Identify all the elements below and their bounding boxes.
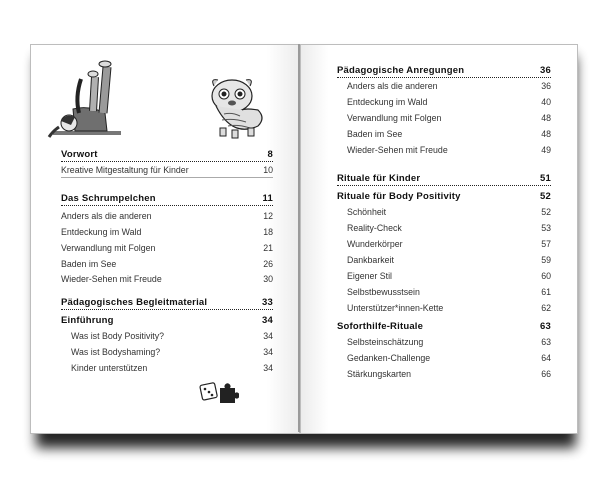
toc-entry[interactable] [61,315,273,326]
toc-entry-title: Anders als die anderen [347,81,438,91]
toc-entry-title: Was ist Body Positivity? [71,331,165,341]
toc-entry-page: 48 [541,129,551,139]
toc-entry-title: Selbsteinschätzung [347,337,424,347]
girl-legs-up-illustration-icon [45,57,131,147]
toc-entry-title: Rituale für Kinder [337,173,421,184]
toc-entry-page: 34 [263,331,273,341]
toc-entry[interactable] [337,321,551,332]
toc-entry[interactable] [61,149,273,162]
toc-entry-page: 33 [262,297,273,308]
toc-entry-title: Wieder-Sehen mit Freude [61,274,162,284]
toc-entry[interactable] [337,191,551,202]
toc-entry[interactable] [347,81,551,91]
toc-entry[interactable] [347,223,551,233]
toc-entry-page: 8 [267,149,273,160]
toc-entry[interactable] [61,274,273,284]
toc-entry-page: 63 [541,337,551,347]
toc-entry-title: Anders als die anderen [61,211,152,221]
toc-entry-page: 52 [541,207,551,217]
toc-entry-page: 57 [541,239,551,249]
toc-entry[interactable] [61,193,273,206]
toc-entry-title: Entdeckung im Wald [61,227,142,237]
toc-entry-page: 30 [263,274,273,284]
toc-entry[interactable] [337,173,551,186]
toc-entry[interactable] [61,211,273,221]
toc-entry-title: Verwandlung mit Folgen [61,243,156,253]
toc-entry[interactable] [347,129,551,139]
puzzle-piece-icon [217,383,239,405]
toc-entry-page: 48 [541,113,551,123]
toc-entry-page: 64 [541,353,551,363]
toc-entry-title: Entdeckung im Wald [347,97,428,107]
toc-entry-page: 26 [263,259,273,269]
toc-entry-page: 61 [541,287,551,297]
toc-entry-page: 60 [541,271,551,281]
toc-entry-title: Soforthilfe-Rituale [337,321,424,332]
toc-entry[interactable] [347,255,551,265]
toc-entry[interactable] [347,287,551,297]
toc-entry-title: Baden im See [61,259,117,269]
toc-entry-title: Baden im See [347,129,403,139]
toc-entry-page: 34 [263,363,273,373]
toc-entry-title: Eigener Stil [347,271,392,281]
toc-entry-page: 62 [541,303,551,313]
toc-entry-page: 49 [541,145,551,155]
toc-entry[interactable] [61,259,273,269]
toc-entry[interactable] [347,207,551,217]
toc-entry-title: Verwandlung mit Folgen [347,113,442,123]
toc-entry[interactable] [347,97,551,107]
toc-entry-page: 63 [540,321,551,332]
toc-entry-page: 66 [541,369,551,379]
toc-entry-page: 53 [541,223,551,233]
toc-entry-title: Reality-Check [347,223,402,233]
toc-entry-title: Einführung [61,315,114,326]
toc-entry-title: Pädagogische Anregungen [337,65,465,76]
toc-entry-page: 52 [540,191,551,202]
toc-entry-title: Gedanken-Challenge [347,353,431,363]
toc-entry-title: Was ist Bodyshaming? [71,347,161,357]
toc-entry[interactable] [347,353,551,363]
toc-entry-page: 18 [263,227,273,237]
right-page [300,44,578,434]
toc-entry-title: Unterstützer*innen-Kette [347,303,444,313]
toc-entry[interactable] [71,331,273,341]
toc-entry-title: Kreative Mitgestaltung für Kinder [61,165,189,175]
toc-entry-page: 12 [263,211,273,221]
toc-entry[interactable] [337,65,551,78]
toc-entry-title: Schönheit [347,207,387,217]
toc-entry-title: Stärkungskarten [347,369,412,379]
toc-entry-title: Rituale für Body Positivity [337,191,461,202]
toc-entry-page: 34 [263,347,273,357]
wrinkly-creature-illustration-icon [202,74,268,140]
toc-entry[interactable] [71,363,273,373]
toc-entry-title: Wieder-Sehen mit Freude [347,145,448,155]
toc-entry[interactable] [347,303,551,313]
toc-entry-page: 21 [263,243,273,253]
toc-entry-title: Pädagogisches Begleitmaterial [61,297,208,308]
toc-entry-title: Wunderkörper [347,239,403,249]
toc-entry[interactable] [347,271,551,281]
toc-entry-title: Dankbarkeit [347,255,394,265]
toc-entry-page: 36 [541,81,551,91]
toc-entry-title: Das Schrumpelchen [61,193,156,204]
toc-entry[interactable] [347,369,551,379]
toc-entry[interactable] [61,165,273,178]
toc-entry-title: Selbstbewusstsein [347,287,420,297]
toc-entry[interactable] [71,347,273,357]
toc-entry[interactable] [347,337,551,347]
toc-entry[interactable] [347,239,551,249]
toc-entry[interactable] [61,227,273,237]
toc-entry[interactable] [347,113,551,123]
toc-entry-title: Vorwort [61,149,98,160]
toc-entry-page: 40 [541,97,551,107]
toc-entry-page: 11 [262,193,273,204]
toc-entry-page: 34 [262,315,273,326]
toc-entry-page: 36 [540,65,551,76]
toc-entry[interactable] [347,145,551,155]
toc-entry[interactable] [61,297,273,310]
toc-entry[interactable] [61,243,273,253]
toc-entry-title: Kinder unterstützen [71,363,148,373]
toc-entry-page: 51 [540,173,551,184]
toc-entry-page: 10 [263,165,273,175]
toc-entry-page: 59 [541,255,551,265]
